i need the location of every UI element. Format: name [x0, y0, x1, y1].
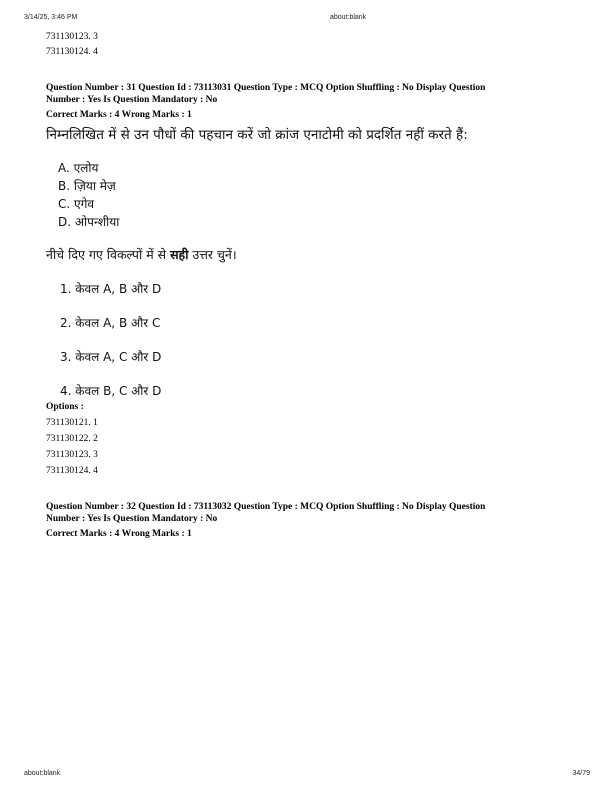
q31-option-2: 731130122. 2 — [46, 434, 98, 444]
q32-meta-line1: Question Number : 32 Question Id : 73113032 Question Type : MCQ Option Shuffling : No Display Question — [46, 502, 486, 512]
q31-choice-4: 4. केवल B, C और D — [60, 384, 162, 398]
q31-instruction-post: उत्तर चुनें। — [188, 247, 237, 262]
q31-meta-line2: Number : Yes Is Question Mandatory : No — [46, 95, 218, 105]
q32-marks: Correct Marks : 4 Wrong Marks : 1 — [46, 529, 192, 539]
q31-choice-1: 1. केवल A, B और D — [60, 282, 162, 296]
q31-options-label: Options : — [46, 402, 84, 412]
q31-choice-2: 2. केवल A, B और C — [60, 316, 161, 330]
footer-page-number: 34/79 — [572, 770, 590, 777]
q31-item-c: C. एगेव — [58, 197, 95, 211]
print-datetime: 3/14/25, 3:46 PM — [24, 14, 78, 21]
q31-instruction-pre: नीचे दिए गए विकल्पों में से — [46, 247, 171, 262]
q31-item-a: A. एलोय — [58, 161, 99, 175]
q32-meta-line2: Number : Yes Is Question Mandatory : No — [46, 514, 218, 524]
prev-option-4: 731130124. 4 — [46, 47, 98, 57]
prev-option-3: 731130123. 3 — [46, 32, 98, 42]
q31-option-1: 731130121. 1 — [46, 418, 98, 428]
q31-option-3: 731130123. 3 — [46, 450, 98, 460]
q31-option-4: 731130124. 4 — [46, 466, 98, 476]
q31-marks: Correct Marks : 4 Wrong Marks : 1 — [46, 110, 192, 120]
q31-instruction — [46, 246, 237, 263]
q31-item-d: D. ओपन्शीया — [58, 215, 120, 229]
q31-meta-line1: Question Number : 31 Question Id : 73113031 Question Type : MCQ Option Shuffling : No Display Question — [46, 83, 486, 93]
q31-stem: निम्नलिखित में से उन पौधों की पहचान करें जो क्रांज एनाटोमी को प्रदर्शित नहीं करते हैं: — [46, 127, 468, 143]
footer-url: about:blank — [24, 770, 61, 777]
q31-item-b: B. ज़िया मेज़ — [58, 179, 116, 193]
print-page-title: about:blank — [330, 14, 367, 21]
q31-choice-3: 3. केवल A, C और D — [60, 350, 162, 364]
q31-instruction-bold: सही — [170, 247, 189, 262]
